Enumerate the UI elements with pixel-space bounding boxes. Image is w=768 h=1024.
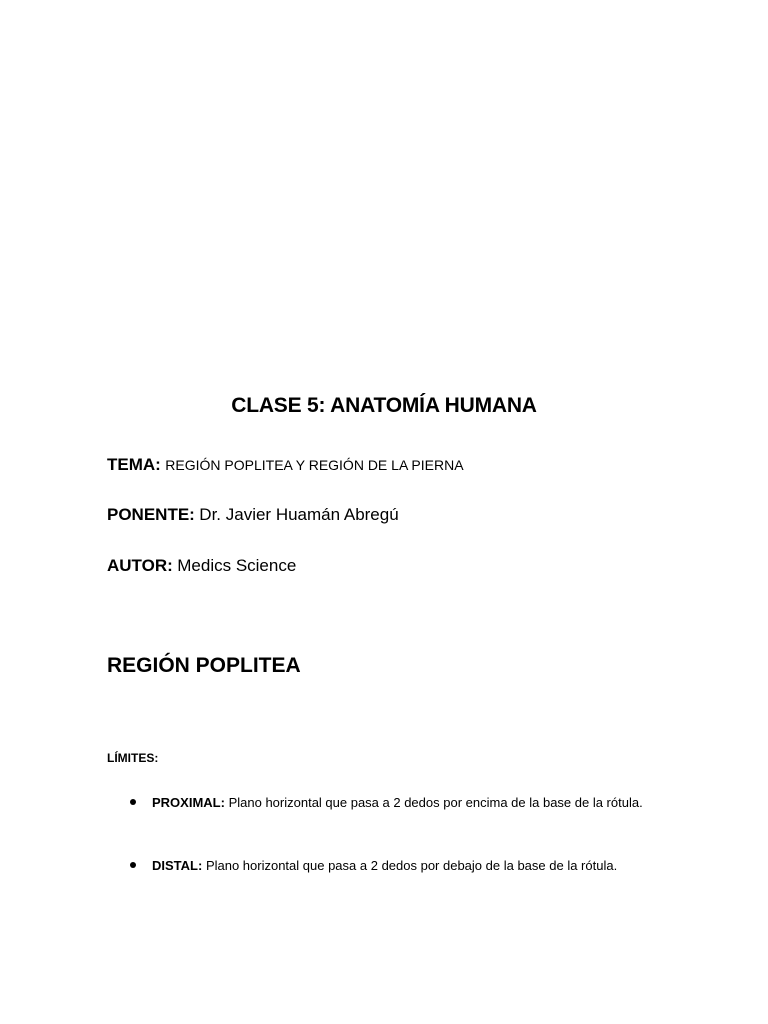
tema-value: REGIÓN POPLITEA Y REGIÓN DE LA PIERNA <box>165 457 464 473</box>
list-item-text <box>152 787 662 818</box>
bullet-icon <box>130 862 136 868</box>
ponente-line <box>107 505 399 525</box>
document-title: CLASE 5: ANATOMÍA HUMANA <box>231 394 537 417</box>
autor-value: Medics Science <box>177 556 297 575</box>
list-item-text <box>152 850 662 881</box>
list-item-label: PROXIMAL: <box>152 795 225 810</box>
autor-line <box>107 556 296 576</box>
tema-label: TEMA: <box>107 455 161 474</box>
list-item-body: Plano horizontal que pasa a 2 dedos por debajo de la base de la rótula. <box>205 858 618 873</box>
section-heading: REGIÓN POPLITEA <box>107 654 301 677</box>
list-item <box>130 850 662 881</box>
limits-label: LÍMITES: <box>107 751 159 765</box>
ponente-label: PONENTE: <box>107 505 195 524</box>
list-item-label: DISTAL: <box>152 858 203 873</box>
ponente-value: Dr. Javier Huamán Abregú <box>199 505 399 524</box>
list-item-body: Plano horizontal que pasa a 2 dedos por encima de la base de la rótula. <box>228 795 643 810</box>
tema-line <box>107 455 464 475</box>
bullet-icon <box>130 799 136 805</box>
autor-label: AUTOR: <box>107 556 173 575</box>
list-item <box>130 787 662 818</box>
